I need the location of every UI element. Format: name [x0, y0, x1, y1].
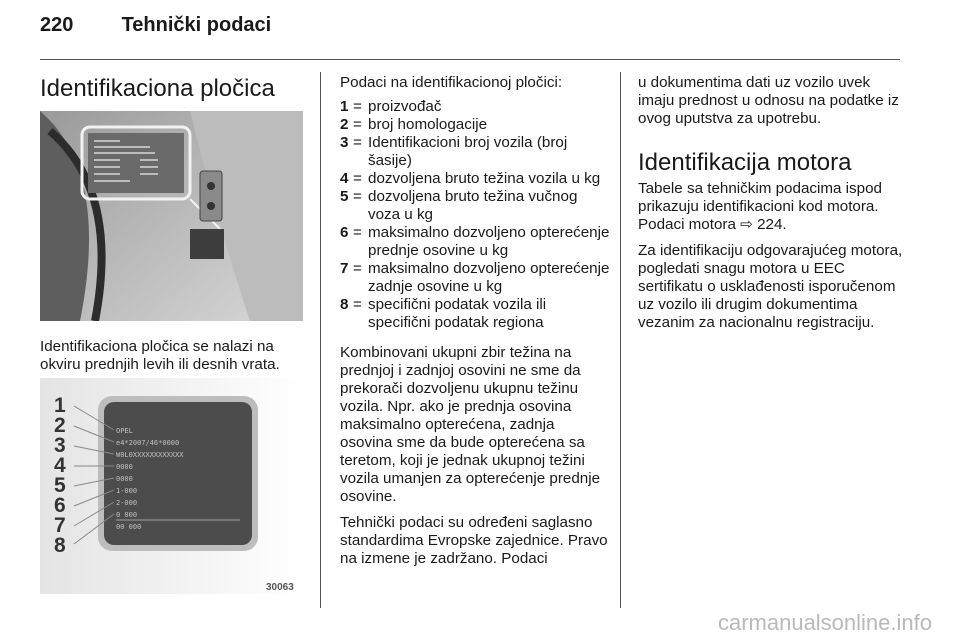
- item-equals: =: [353, 224, 362, 241]
- header-rule: [40, 59, 900, 60]
- plate-data-item: [340, 170, 610, 188]
- plate-data-item: [340, 188, 610, 224]
- plate-number-2: 2: [54, 414, 66, 437]
- door-frame-photo: [40, 111, 303, 321]
- plate-number-7: 7: [54, 514, 66, 537]
- plate-number-8: 8: [54, 534, 66, 557]
- item-equals: =: [353, 296, 362, 313]
- item-text: maksimalno dozvoljeno opterećenje zadnje osovine u kg: [368, 260, 610, 295]
- engine-identification-paragraph: Za identifikaciju odgovarajućeg motora, pogledati snagu motora u EEC sertifikatu o usklađenosti isporučenom uz vozilo ili drugim dokumentima vezanim za nacionalnu registraciju.: [638, 242, 903, 331]
- svg-text:2-000: 2-000: [116, 499, 138, 507]
- page-number: 220: [40, 14, 74, 36]
- item-key: 1: [340, 98, 349, 115]
- item-equals: =: [353, 116, 362, 133]
- svg-text:W0L0XXXXXXXXXXXX: W0L0XXXXXXXXXXXX: [116, 451, 184, 459]
- page-header: [40, 14, 271, 37]
- plate-caption: Identifikaciona pločica se nalazi na okviru prednjih levih ili desnih vrata.: [40, 338, 280, 373]
- svg-text:e4*2007/46*0000: e4*2007/46*0000: [116, 439, 180, 447]
- item-text: Identifikacioni broj vozila (broj šasije): [368, 134, 568, 169]
- item-text: broj homologacije: [368, 116, 488, 133]
- plate-data-item: [340, 260, 610, 296]
- plate-number-1: 1: [54, 394, 66, 417]
- item-equals: =: [353, 170, 362, 187]
- image-id: 30063: [266, 582, 294, 593]
- section-title: Tehnički podaci: [121, 14, 272, 36]
- watermark: carmanualsonline.info: [717, 610, 932, 635]
- item-text: specifični podatak vozila ili specifični podatak regiona: [368, 296, 547, 331]
- item-equals: =: [353, 98, 362, 115]
- plate-number-6: 6: [54, 494, 66, 517]
- item-equals: =: [353, 134, 362, 151]
- svg-text:00 000: 00 000: [116, 523, 142, 531]
- heading-identification-plate: Identifikaciona pločica: [40, 75, 275, 102]
- item-text: maksimalno dozvoljeno opterećenje prednje osovine u kg: [368, 224, 610, 259]
- plate-number-3: 3: [54, 434, 66, 457]
- standards-paragraph: Tehnički podaci su određeni saglasno standardima Evropske zajednice. Pravo na izmene je zadržano. Podaci: [340, 514, 608, 567]
- plate-data-item: [340, 224, 610, 260]
- plate-data-intro: Podaci na identifikacionoj pločici:: [340, 74, 563, 91]
- svg-text:0000: 0000: [116, 463, 133, 471]
- column-divider-1: [320, 72, 321, 608]
- plate-caption-block: [40, 338, 305, 374]
- item-text: dozvoljena bruto težina vozila u kg: [368, 170, 601, 187]
- item-key: 4: [340, 170, 349, 187]
- plate-data-item: [340, 98, 610, 116]
- svg-text:1-000: 1-000: [116, 487, 138, 495]
- svg-text:OPEL: OPEL: [116, 427, 133, 435]
- svg-text:0000: 0000: [116, 475, 133, 483]
- item-key: 8: [340, 296, 349, 313]
- svg-text:0 000: 0 000: [116, 511, 138, 519]
- item-key: 5: [340, 188, 349, 205]
- plate-number-4: 4: [54, 454, 66, 477]
- plate-number-5: 5: [54, 474, 66, 497]
- item-equals: =: [353, 188, 362, 205]
- plate-reference-numbers: [54, 394, 66, 557]
- documents-priority-paragraph: u dokumentima dati uz vozilo uvek imaju prednost u odnosu na podatke iz ovog uputstva za upotrebu.: [638, 74, 899, 127]
- axle-weight-paragraph: Kombinovani ukupni zbir težina na prednjoj i zadnjoj osovini ne sme da prekorači dozvoljenu ukupnu težinu vozila. Npr. ako je prednja osovina maksimalno opterećena, zadnja osovina sme da bude opterećena sa teretom, koji je jednak ukupnoj težini vozila umanjen za opterećenje prednje osovine.: [340, 344, 601, 505]
- item-key: 2: [340, 116, 349, 133]
- item-text: dozvoljena bruto težina vučnog voza u kg: [368, 188, 578, 223]
- item-equals: =: [353, 260, 362, 277]
- column-3: [638, 74, 906, 332]
- plate-data-item: [340, 134, 610, 170]
- identification-plate-diagram: [40, 378, 303, 594]
- plate-data-item: [340, 296, 610, 332]
- item-key: 3: [340, 134, 349, 151]
- plate-data-item: [340, 116, 610, 134]
- engine-code-paragraph: Tabele sa tehničkim podacima ispod prikazuju identifikacioni kod motora. Podaci motora ⇨ 224.: [638, 180, 882, 233]
- item-key: 7: [340, 260, 349, 277]
- column-2: [340, 74, 610, 568]
- item-text: proizvođač: [368, 98, 442, 115]
- column-1: [40, 74, 305, 104]
- heading-engine-identification: Identifikacija motora: [638, 149, 852, 176]
- plate-data-list: [340, 98, 610, 332]
- item-key: 6: [340, 224, 349, 241]
- column-divider-2: [620, 72, 621, 608]
